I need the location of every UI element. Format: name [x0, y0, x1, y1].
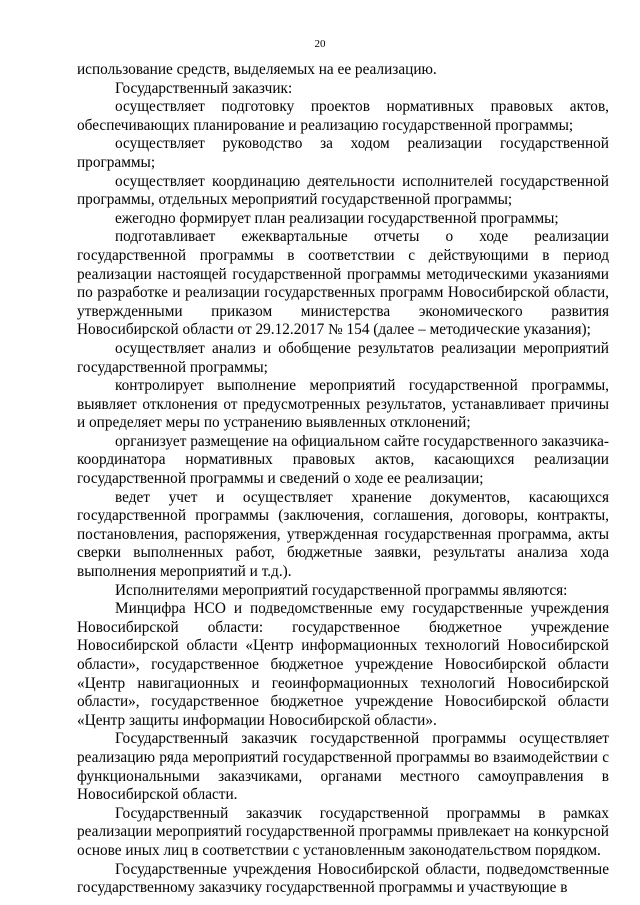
paragraph-3: осуществляет подготовку проектов нормативных правовых актов, обеспечивающих планирование и реализацию государственной программы;	[77, 98, 609, 134]
paragraph-10: организует размещение на официальном сайте государственного заказчика-координатора нормативных правовых актов, касающихся реализации государственной программы и сведений о ходе ее реализации;	[77, 432, 609, 488]
paragraph-1: использование средств, выделяемых на ее реализацию.	[77, 61, 437, 78]
paragraph-9: контролирует выполнение мероприятий государственной программы, выявляет отклонения от предусмотренных результатов, устанавливает причины и определяет меры по устранению выявленных отклонений;	[77, 377, 609, 432]
paragraph-14: Государственный заказчик государственной программы осуществляет реализацию ряда мероприятий государственной программы во взаимодействии с функциональными заказчиками, органами местного самоуправления в Новосибирской области.	[77, 730, 609, 804]
paragraph-11: ведет учет и осуществляет хранение документов, касающихся государственной программы (заключения, соглашения, договоры, контракты, постановления, распоряжения, утвержденная государственная программа, акты сверки выполненных работ, бюджетные заявки, результаты анализа хода выполнения мероприятий и т.д.).	[77, 488, 609, 581]
paragraph-8: осуществляет анализ и обобщение результатов реализации мероприятий государственной программы;	[77, 339, 609, 376]
paragraph-7: подготавливает ежеквартальные отчеты о ходе реализации государственной программы в соответствии с действующими в период реализации настоящей государственной программы методическими указаниями по разработке и реализации государственных программ Новосибирской области, утвержденными приказом министерства экономического развития Новосибирской области от 29.12.2017 № 154 (далее – методические указания);	[77, 228, 609, 339]
paragraph-15: Государственный заказчик государственной программы в рамках реализации мероприятий государственной программы привлекает на конкурсной основе иных лиц в соответствии с установленным законодательством порядком.	[77, 804, 609, 859]
paragraph-5: осуществляет координацию деятельности исполнителей государственной программы, отдельных мероприятий государственной программы;	[77, 172, 609, 209]
document-body	[77, 61, 609, 898]
paragraph-4: осуществляет руководство за ходом реализации государственной программы;	[77, 135, 609, 171]
paragraph-12: Исполнителями мероприятий государственной программы являются:	[115, 581, 568, 599]
paragraph-2: Государственный заказчик:	[115, 79, 293, 97]
paragraph-13: Минцифра НСО и подведомственные ему государственные учреждения Новосибирской области: государственное бюджетное учреждение Новосибирской области «Центр информационных технологий Новосибирской области», государственное бюджетное учреждение Новосибирской области «Центр навигационных и геоинформационных технологий Новосибирской области», государственное бюджетное учреждение Новосибирской области «Центр защиты информации Новосибирской области».	[77, 600, 609, 729]
page-number: 20	[314, 38, 326, 50]
paragraph-16: Государственные учреждения Новосибирской области, подведомственные государственному заказчику государственной программы и участвующие в	[77, 860, 609, 897]
paragraph-6: ежегодно формирует план реализации государственной программы;	[115, 209, 559, 227]
